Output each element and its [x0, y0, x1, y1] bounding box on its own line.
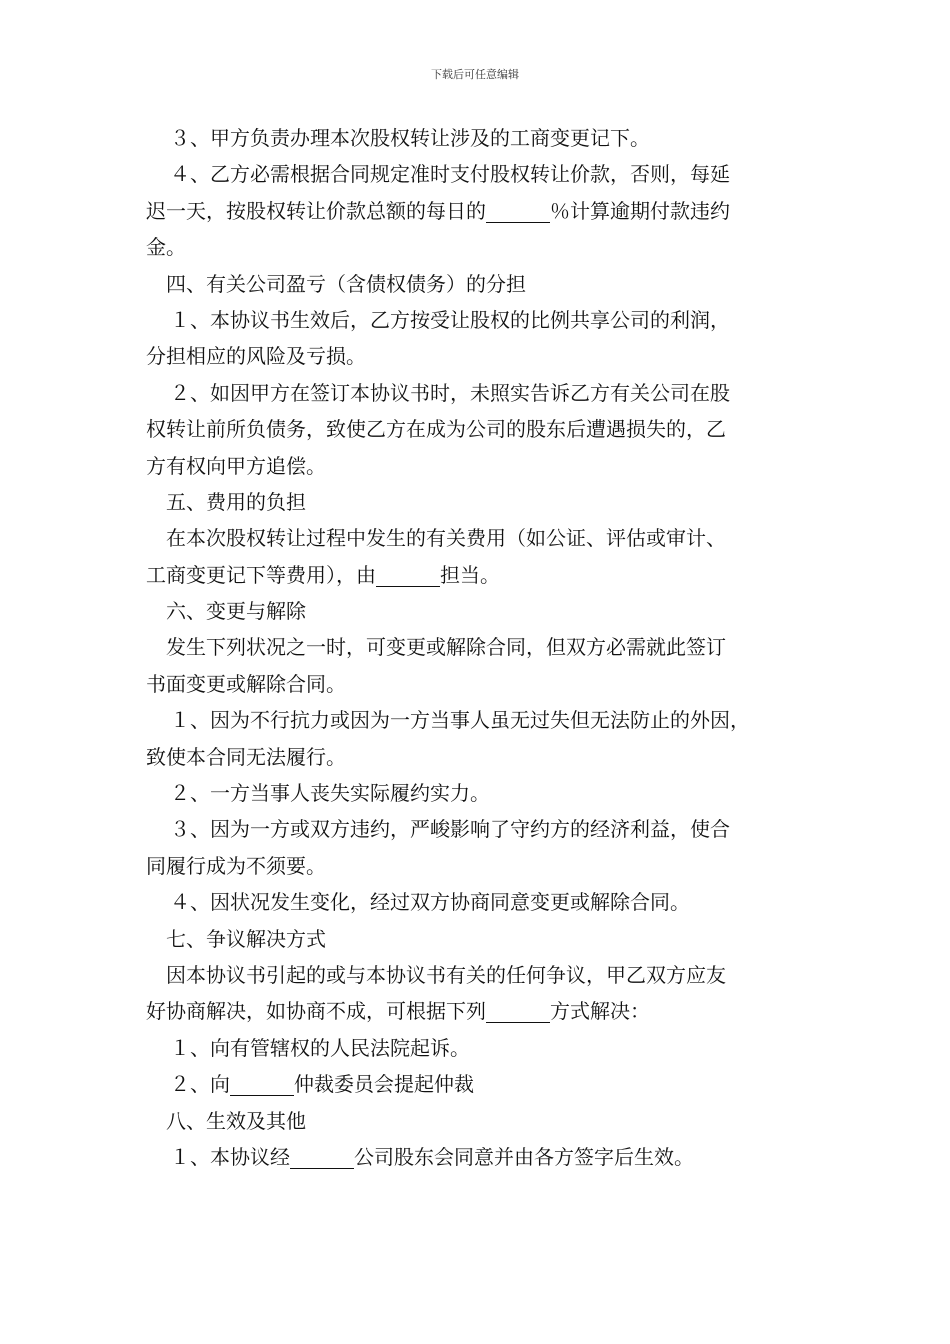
text-line: [146, 957, 826, 993]
line-text: 好协商解决，如协商不成，可根据下列: [146, 999, 486, 1024]
section-heading: [146, 1103, 826, 1139]
text-line: [146, 338, 826, 374]
text-line: [146, 811, 826, 847]
text-line: [146, 411, 826, 447]
text-line: [146, 1066, 826, 1102]
line-text: 书面变更或解除合同。: [146, 671, 346, 696]
section-heading: [146, 593, 826, 629]
line-text: 权转让前所负债务，致使乙方在成为公司的股东后遭遇损失的，乙: [146, 417, 726, 442]
text-line: [146, 557, 826, 593]
text-line: [146, 1030, 826, 1066]
line-text-after: ％计算逾期付款违约: [550, 198, 730, 223]
line-text: ２、一方当事人丧失实际履约实力。: [170, 781, 490, 806]
line-text: 四、有关公司盈亏（含债权债务）的分担: [166, 271, 526, 296]
line-text: 分担相应的风险及亏损。: [146, 344, 366, 369]
line-text: 同履行成为不须要。: [146, 853, 326, 878]
section-heading: [146, 921, 826, 957]
line-text: 方有权向甲方追偿。: [146, 453, 326, 478]
line-text-after: 方式解决：: [550, 999, 650, 1024]
line-text: ３、因为一方或双方违约，严峻影响了守约方的经济利益，使合: [170, 817, 730, 842]
text-line: [146, 302, 826, 338]
line-text: 工商变更记下等费用），由: [146, 562, 376, 587]
text-line: [146, 229, 826, 265]
line-text: 因本协议书引起的或与本协议书有关的任何争议，甲乙双方应友: [166, 962, 726, 987]
line-text: ３、甲方负责办理本次股权转让涉及的工商变更记下。: [170, 126, 650, 150]
line-text: ２、如因甲方在签订本协议书时，未照实告诉乙方有关公司在股: [170, 380, 730, 405]
line-text: 在本次股权转让过程中发生的有关费用（如公证、评估或审计、: [166, 526, 726, 551]
line-text: 致使本合同无法履行。: [146, 744, 346, 769]
fill-blank: [376, 564, 440, 587]
line-text: １、本协议经: [170, 1144, 290, 1169]
text-line: [146, 448, 826, 484]
line-text: 金。: [146, 235, 186, 260]
line-text-after: 仲裁委员会提起仲裁: [294, 1072, 474, 1097]
line-text: 五、费用的负担: [166, 489, 306, 514]
fill-blank: [230, 1073, 294, 1096]
line-text: ２、向: [170, 1072, 230, 1097]
text-line: [146, 993, 826, 1029]
text-line: [146, 848, 826, 884]
fill-blank: [486, 1000, 550, 1023]
text-line: [146, 156, 826, 192]
line-text-after: 公司股东会同意并由各方签字后生效。: [354, 1144, 694, 1169]
line-text: １、本协议书生效后，乙方按受让股权的比例共享公司的利润，: [170, 307, 730, 332]
text-line: [146, 375, 826, 411]
document-body: [146, 120, 826, 1175]
text-line: [146, 666, 826, 702]
page-header: 下载后可任意编辑: [431, 68, 519, 81]
line-text: ４、乙方必需根据合同规定准时支付股权转让价款，否则，每延: [170, 162, 730, 187]
text-line: [146, 520, 826, 556]
text-line: [146, 702, 826, 738]
line-text: 六、变更与解除: [166, 599, 306, 624]
line-text: １、向有管辖权的人民法院起诉。: [170, 1035, 470, 1060]
text-line: [146, 1139, 826, 1175]
line-text: ４、因状况发生变化，经过双方协商同意变更或解除合同。: [170, 890, 690, 915]
text-line: [146, 775, 826, 811]
text-line: [146, 629, 826, 665]
fill-blank: [290, 1146, 354, 1169]
section-heading: [146, 484, 826, 520]
line-text-after: 担当。: [440, 562, 500, 587]
text-line: [146, 739, 826, 775]
section-heading: [146, 266, 826, 302]
line-text: 发生下列状况之一时，可变更或解除合同，但双方必需就此签订: [166, 635, 726, 660]
line-text: 迟一天，按股权转让价款总额的每日的: [146, 198, 486, 223]
line-text: 七、争议解决方式: [166, 926, 326, 951]
text-line: [146, 120, 826, 156]
line-text: １、因为不行抗力或因为一方当事人虽无过失但无法防止的外因，: [170, 708, 750, 733]
line-text: 八、生效及其他: [166, 1108, 306, 1133]
text-line: [146, 193, 826, 229]
text-line: [146, 884, 826, 920]
fill-blank: [486, 200, 550, 223]
